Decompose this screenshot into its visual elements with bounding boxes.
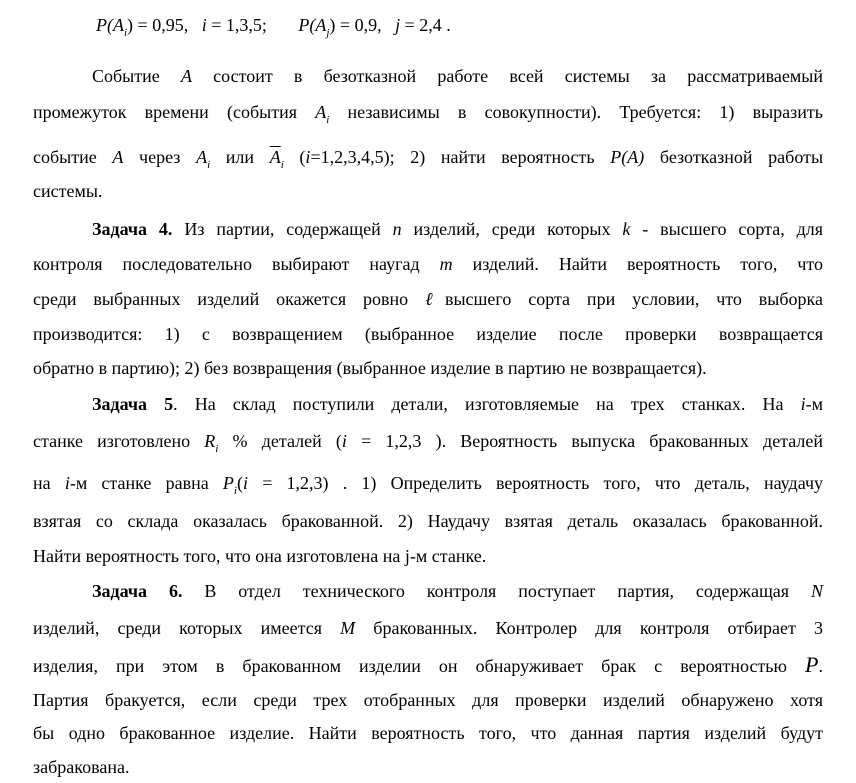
formula-j: j — [395, 15, 401, 35]
p1-line-2 — [33, 101, 823, 131]
task4-title: Задача 4. — [92, 219, 173, 239]
p1-text: промежуток времени (события — [33, 102, 298, 122]
task4-text: высшего сорта при условии, что выборка — [444, 289, 824, 309]
p1-text: Событие — [92, 66, 160, 86]
task5-sub-i: i — [215, 443, 219, 455]
task5-text: взятая со склада оказалась бракованной. 2) Наудачу взятая деталь оказалась бракованной. — [33, 511, 823, 531]
task6-text: забракована. — [33, 757, 130, 777]
task6-line-1 — [92, 580, 823, 602]
task4-line-3 — [33, 288, 823, 310]
p1-var-a: A — [315, 102, 327, 122]
task4-text: среди выбранных изделий окажется ровно — [33, 289, 409, 309]
task5-text: % деталей ( — [232, 431, 342, 451]
task6-var-p: P — [805, 652, 819, 677]
task5-line-5 — [33, 545, 823, 567]
task6-title: Задача 6. — [92, 581, 183, 601]
task5-line-2 — [33, 430, 823, 460]
task6-text: изделия, при этом в бракованном изделии он обнаруживает брак с вероятностью — [33, 656, 787, 676]
p1-line-3 — [33, 146, 823, 176]
p1-var-a: A — [112, 147, 124, 167]
task6-text: . — [818, 656, 823, 676]
task4-line-1 — [92, 218, 823, 240]
task4-text: контроля последовательно выбирают наугад — [33, 254, 420, 274]
task4-var-n: n — [392, 219, 402, 239]
task5-var-i: i — [800, 394, 806, 414]
task4-var-k: k — [622, 219, 631, 239]
task4-text: изделий. Найти вероятность того, что — [472, 254, 824, 274]
task5-text: = 1,2,3) . 1) Определить вероятность того, что деталь, наудачу — [262, 473, 824, 493]
task5-var-r: R — [204, 431, 216, 451]
p1-var-i: i — [305, 147, 311, 167]
task4-text: производится: 1) с возвращением (выбранное изделие после проверки возвращается — [33, 324, 823, 344]
task6-var-m: M — [340, 618, 356, 638]
formula-sub-j: j — [326, 27, 330, 39]
p1-var-a-bar: $\overline{A}$ — [269, 147, 281, 167]
task4-line-5 — [33, 357, 823, 379]
task5-text: Найти вероятность того, что она изготовлена на j-м станке. — [33, 546, 487, 566]
task5-line-3 — [33, 472, 823, 502]
task5-var-i: i — [242, 473, 248, 493]
p1-sub-i: i — [326, 114, 330, 126]
formula-line — [96, 14, 451, 44]
task6-text: бракованных. Контролер для контроля отбирает 3 — [373, 618, 823, 638]
task4-var-l: ℓ — [425, 289, 445, 309]
p1-prob: P(A) — [610, 147, 645, 167]
formula-i-values: = 1,3,5; — [211, 15, 267, 35]
p1-sub-i: i — [207, 159, 211, 171]
p1-text: независимы в совокупности). Требуется: 1) выразить — [347, 102, 823, 122]
task4-var-m: m — [439, 254, 453, 274]
formula-p-ai-value: ) = 0,95, — [127, 15, 189, 35]
p1-text: =1,2,3,4,5); 2) найти вероятность — [310, 147, 595, 167]
task5-var-i: i — [64, 473, 70, 493]
p1-text: состоит в безотказной работе всей системы за рассматриваемый — [213, 66, 824, 86]
task5-var-i: i — [341, 431, 347, 451]
task4-line-4 — [33, 323, 823, 345]
task6-text: Партия бракуется, если среди трех отобранных для проверки изделий обнаружено хотя — [33, 690, 823, 710]
p1-line-1 — [92, 65, 823, 87]
task5-text: -м станке равна — [69, 473, 209, 493]
task5-text: . На склад поступили детали, изготовляемые на трех станках. На — [173, 394, 784, 414]
task6-line-6 — [33, 756, 823, 778]
p1-text: через — [139, 147, 181, 167]
task6-line-4 — [33, 689, 823, 711]
task6-line-2 — [33, 617, 823, 639]
formula-p-ai: P(A — [96, 15, 124, 35]
task6-line-5 — [33, 722, 823, 744]
p1-text: событие — [33, 147, 97, 167]
p1-var-a: A — [180, 66, 192, 86]
formula-j-values: = 2,4 . — [404, 15, 451, 35]
p1-text: ( — [299, 147, 306, 167]
task6-line-3 — [33, 654, 823, 677]
task5-line-1 — [92, 393, 823, 415]
formula-i: i — [201, 15, 207, 35]
task4-text: обратно в партию); 2) без возвращения (выбранное изделие в партию не возвращается). — [33, 358, 707, 378]
p1-text: или — [225, 147, 255, 167]
task5-text: станке изготовлено — [33, 431, 191, 451]
task4-text: Из партии, содержащей — [184, 219, 381, 239]
formula-sub-i: i — [123, 27, 128, 39]
task4-text: изделий, среди которых — [413, 219, 611, 239]
task5-text: -м — [805, 394, 823, 414]
task6-text: бы одно бракованное изделие. Найти вероятность того, что данная партия изделий будут — [33, 723, 823, 743]
task4-line-2 — [33, 253, 823, 275]
task5-text: на — [33, 473, 51, 493]
task5-sub-i: i — [233, 485, 237, 497]
p1-text: системы. — [33, 181, 103, 201]
task5-text: = 1,2,3 ). Вероятность выпуска бракованных деталей — [361, 431, 824, 451]
task6-var-n: N — [811, 581, 824, 601]
formula-p-aj: P(A — [298, 15, 327, 35]
task6-text: изделий, среди которых имеется — [33, 618, 322, 638]
p1-var-a: A — [196, 147, 208, 167]
task5-text: ( — [236, 473, 243, 493]
formula-p-aj-value: ) = 0,9, — [329, 15, 382, 35]
task5-title: Задача 5 — [92, 394, 174, 414]
task5-line-4 — [33, 510, 823, 532]
task6-text: В отдел технического контроля поступает партия, содержащая — [204, 581, 790, 601]
p1-text: безотказной работы — [659, 147, 824, 167]
p1-line-4 — [33, 180, 823, 202]
p1-sub-i: i — [280, 159, 284, 171]
task5-var-p: P — [222, 473, 234, 493]
task4-text: - высшего сорта, для — [642, 219, 824, 239]
